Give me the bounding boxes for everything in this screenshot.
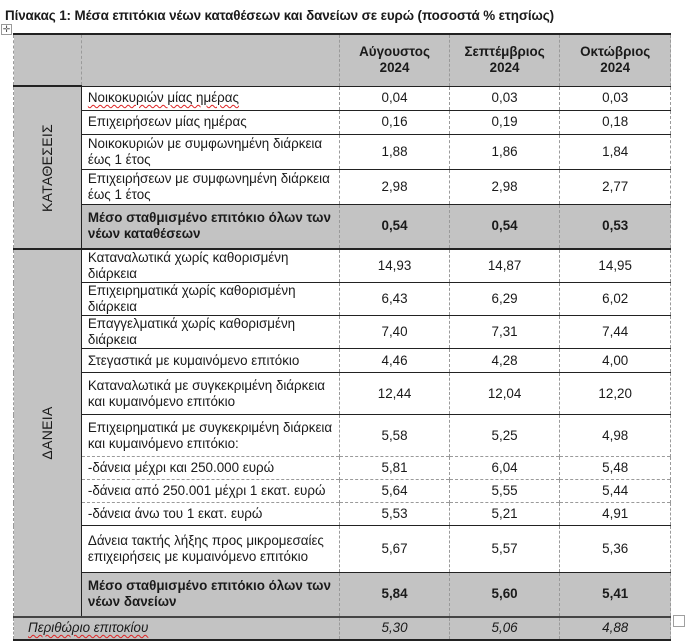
value-cell: 7,31 [449, 316, 560, 349]
table-row [14, 134, 671, 169]
section-deposits: ΚΑΤΑΘΕΣΕΙΣ [14, 86, 82, 249]
value-cell: 0,54 [449, 204, 560, 249]
table-row [14, 316, 671, 349]
value-cell: 5,64 [340, 480, 450, 503]
row-label: Επιχειρήσεων με συμφωνημένη διάρκεια έως 1 έτος [81, 169, 339, 204]
row-label: -δάνεια από 250.001 μέχρι 1 εκατ. ευρώ [81, 480, 339, 503]
value-cell: 1,86 [449, 134, 560, 169]
value-cell: 5,57 [449, 526, 560, 573]
deposits-average-row [14, 204, 671, 249]
value-cell: 1,88 [340, 134, 450, 169]
value-cell: 0,18 [560, 110, 671, 134]
table-row [14, 415, 671, 457]
value-cell: 6,02 [560, 283, 671, 316]
value-cell: 1,84 [560, 134, 671, 169]
row-label: Νοικοκυριών μίας ημέρας [81, 86, 339, 110]
row-label: Δάνεια τακτής λήξης προς μικρομεσαίες επιχειρήσεις με κυμαινόμενο επιτόκιο [81, 526, 339, 573]
header-month-3: Οκτώβριος 2024 [560, 34, 671, 86]
value-cell: 5,48 [560, 457, 671, 480]
value-cell: 4,28 [449, 349, 560, 373]
value-cell: 12,20 [560, 373, 671, 415]
margin-label: Περιθώριο επιτοκίου [14, 617, 340, 640]
table-row [14, 480, 671, 503]
value-cell: 2,98 [449, 169, 560, 204]
table-row [14, 169, 671, 204]
table-row [14, 283, 671, 316]
value-cell: 5,84 [340, 573, 450, 617]
table-row [14, 249, 671, 283]
value-cell: 5,58 [340, 415, 450, 457]
row-label: Μέσο σταθμισμένο επιτόκιο όλων των νέων καταθέσεων [81, 204, 339, 249]
value-cell: 5,55 [449, 480, 560, 503]
row-label: -δάνεια μέχρι και 250.000 ευρώ [81, 457, 339, 480]
row-label: Νοικοκυριών με συμφωνημένη διάρκεια έως 1 έτος [81, 134, 339, 169]
table-resize-handle-icon[interactable] [673, 615, 685, 627]
value-cell: 0,53 [560, 204, 671, 249]
value-cell: 0,16 [340, 110, 450, 134]
table-row [14, 349, 671, 373]
value-cell: 0,19 [449, 110, 560, 134]
value-cell: 5,30 [340, 617, 450, 640]
table-row [14, 503, 671, 526]
value-cell: 12,04 [449, 373, 560, 415]
value-cell: 4,88 [560, 617, 671, 640]
value-cell: 0,03 [449, 86, 560, 110]
value-cell: 5,25 [449, 415, 560, 457]
row-label: Επιχειρηματικά χωρίς καθορισμένη διάρκεια [81, 283, 339, 316]
row-label: Επιχειρήσεων μίας ημέρας [81, 110, 339, 134]
row-label: Καταναλωτικά χωρίς καθορισμένη διάρκεια [81, 249, 339, 283]
table-move-handle-icon[interactable]: ✛ [2, 24, 11, 34]
value-cell: 0,03 [560, 86, 671, 110]
header-label-cell [81, 34, 339, 86]
header-row [14, 34, 671, 86]
value-cell: 4,91 [560, 503, 671, 526]
value-cell: 0,04 [340, 86, 450, 110]
interest-rates-table [13, 33, 671, 641]
row-label: -δάνεια άνω του 1 εκατ. ευρώ [81, 503, 339, 526]
header-month-1: Αύγουστος 2024 [340, 34, 450, 86]
table-row [14, 110, 671, 134]
header-month-2: Σεπτέμβριος 2024 [449, 34, 560, 86]
value-cell: 5,67 [340, 526, 450, 573]
row-label: Επιχειρηματικά με συγκεκριμένη διάρκεια και κυμαινόμενο επιτόκιο: [81, 415, 339, 457]
header-empty-cell [14, 34, 82, 86]
value-cell: 7,40 [340, 316, 450, 349]
margin-row [14, 617, 671, 640]
value-cell: 6,29 [449, 283, 560, 316]
row-label: Επαγγελματικά χωρίς καθορισμένη διάρκεια [81, 316, 339, 349]
value-cell: 4,98 [560, 415, 671, 457]
value-cell: 0,54 [340, 204, 450, 249]
loans-average-row [14, 573, 671, 617]
value-cell: 5,81 [340, 457, 450, 480]
value-cell: 5,44 [560, 480, 671, 503]
value-cell: 2,77 [560, 169, 671, 204]
row-label: Καταναλωτικά με συγκεκριμένη διάρκεια και κυμαινόμενο επιτόκιο [81, 373, 339, 415]
table-row [14, 526, 671, 573]
table-caption: Πίνακας 1: Μέσα επιτόκια νέων καταθέσεων και δανείων σε ευρώ (ποσοστά % ετησίως) [5, 8, 554, 23]
value-cell: 14,87 [449, 249, 560, 283]
section-loans: ΔΑΝΕΙΑ [14, 249, 82, 617]
value-cell: 14,93 [340, 249, 450, 283]
table-row [14, 86, 671, 110]
value-cell: 5,41 [560, 573, 671, 617]
value-cell: 6,04 [449, 457, 560, 480]
value-cell: 5,60 [449, 573, 560, 617]
value-cell: 7,44 [560, 316, 671, 349]
value-cell: 4,46 [340, 349, 450, 373]
value-cell: 6,43 [340, 283, 450, 316]
value-cell: 5,06 [449, 617, 560, 640]
table-row [14, 373, 671, 415]
value-cell: 5,21 [449, 503, 560, 526]
value-cell: 2,98 [340, 169, 450, 204]
value-cell: 14,95 [560, 249, 671, 283]
value-cell: 12,44 [340, 373, 450, 415]
value-cell: 5,36 [560, 526, 671, 573]
table-row [14, 457, 671, 480]
row-label: Μέσο σταθμισμένο επιτόκιο όλων των νέων δανείων [81, 573, 339, 617]
value-cell: 4,00 [560, 349, 671, 373]
row-label: Στεγαστικά με κυμαινόμενο επιτόκιο [81, 349, 339, 373]
value-cell: 5,53 [340, 503, 450, 526]
